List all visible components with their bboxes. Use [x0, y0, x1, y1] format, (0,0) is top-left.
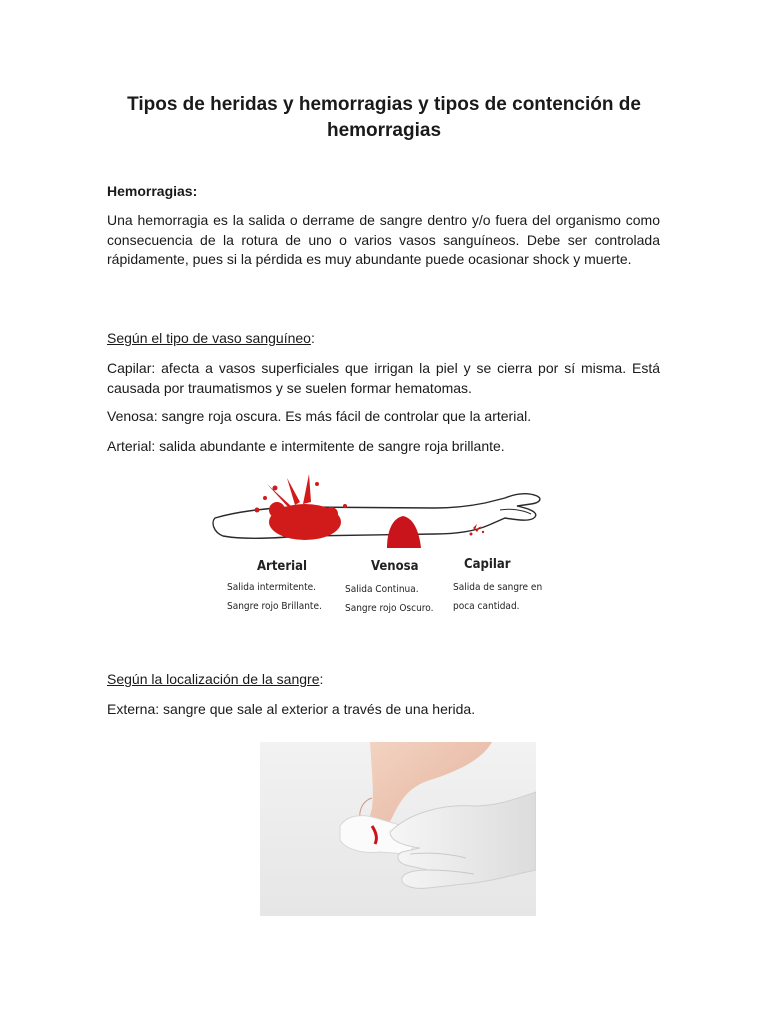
capilar-paragraph: Capilar: afecta a vasos superficiales que irrigan la piel y se cierra por sí misma. Está causada por traumatismos y se suelen formar hematomas. — [107, 360, 660, 396]
location-heading-colon: : — [319, 671, 324, 687]
gauze-bandaging-photo — [260, 742, 536, 916]
vessel-type-heading-text: Según el tipo de vaso sanguíneo — [107, 330, 311, 346]
arm-outline — [213, 494, 540, 538]
finger-line — [500, 509, 531, 514]
document-title: Tipos de heridas y hemorragias y tipos de contención de hemorragias — [127, 94, 641, 141]
arterial-paragraph: Arterial: salida abundante e intermitente de sangre roja brillante. — [107, 438, 505, 454]
location-heading-text: Según la localización de la sangre — [107, 671, 320, 687]
capilar-figure-line2: poca cantidad. — [453, 601, 520, 612]
venosa-paragraph: Venosa: sangre roja oscura. Es más fácil de controlar que la arterial. — [107, 408, 532, 424]
arterial-figure-title: Arterial — [257, 559, 308, 574]
arterial-figure-line2: Sangre rojo Brillante. — [227, 601, 322, 612]
hemorrhage-types-illustration — [205, 470, 550, 625]
capilar-figure-title: Capilar — [464, 557, 511, 572]
intro-paragraph: Una hemorragia es la salida o derrame de sangre dentro y/o fuera del organismo como consecuencia de la rotura de uno o varios vasos sanguíneos. Debe ser controlada rápidamente, pues si la pérdida es muy abundante puede ocasionar shock y muerte. — [107, 212, 660, 267]
location-heading — [107, 670, 660, 690]
vessel-type-heading — [107, 329, 660, 349]
capillary-bleeding-mark — [470, 524, 485, 536]
vessel-type-heading-colon: : — [310, 330, 315, 346]
venosa-figure-line1: Salida Continua. — [345, 584, 419, 595]
venous-bleeding-mark — [387, 516, 421, 548]
capilar-figure-line1: Salida de sangre en — [453, 582, 543, 593]
externa-paragraph: Externa: sangre que sale al exterior a través de una herida. — [107, 701, 476, 717]
venosa-figure-title: Venosa — [371, 559, 419, 574]
venosa-figure-line2: Sangre rojo Oscuro. — [345, 603, 434, 614]
section-heading-hemorragias: Hemorragias: — [107, 183, 198, 199]
arterial-figure-line1: Salida intermitente. — [227, 582, 317, 593]
